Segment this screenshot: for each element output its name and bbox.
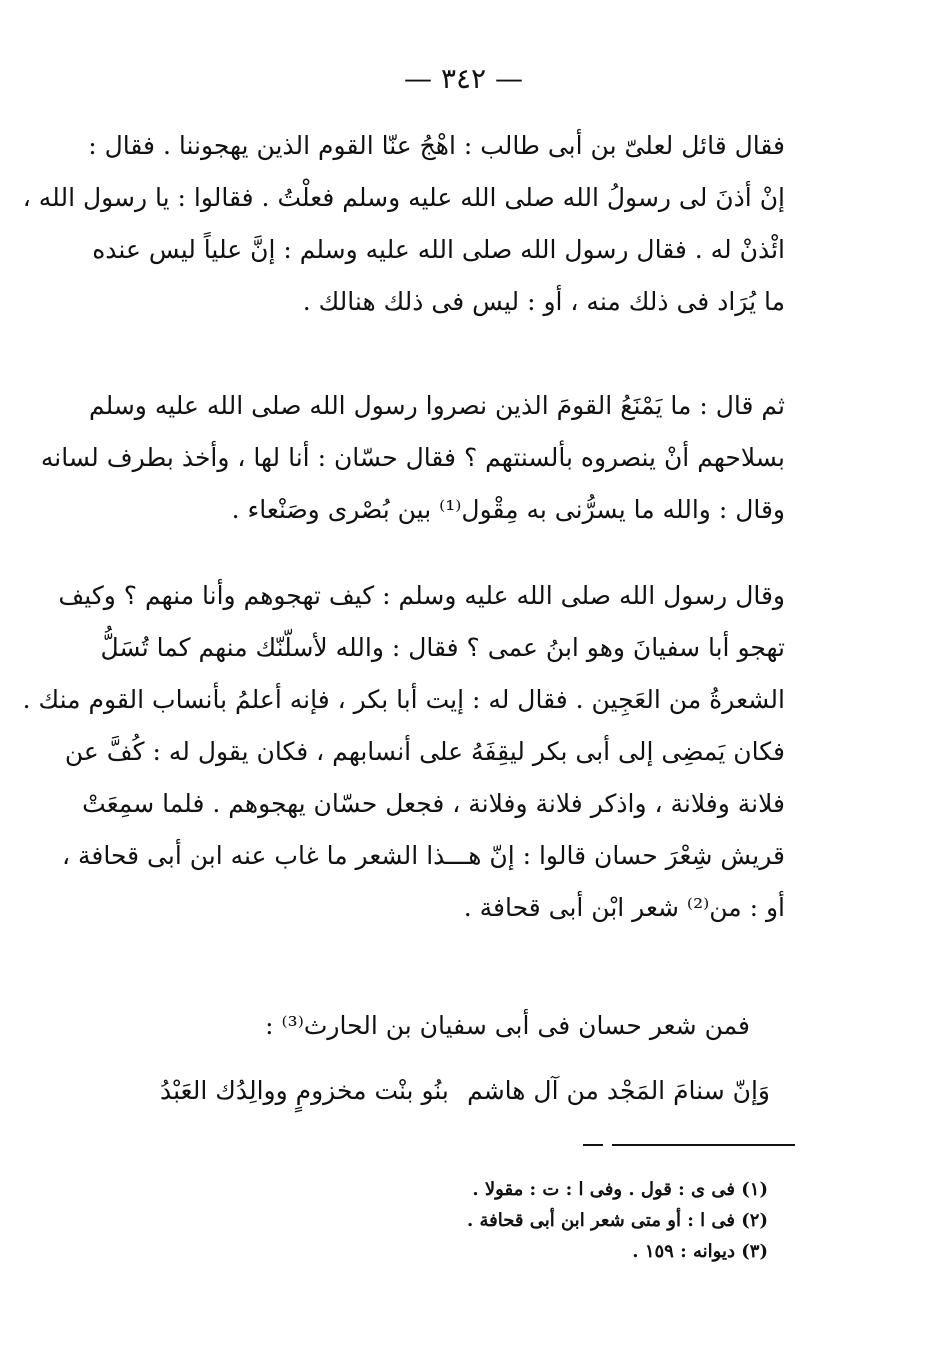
paragraph-2 [40,380,785,536]
text-line: وقال : والله ما يسرُّنى به مِقْول⁽¹⁾ بين بُصْرى وصَنْعاء . [231,495,785,524]
text-line: تهجو أبا سفيانَ وهو ابنُ عمى ؟ فقال : والله لأسلّنّك منهم كما تُسَلُّ [100,633,785,662]
footnote-rule-dash [583,1144,603,1146]
footnote-1: (١) فى ى : قول . وفى ا : ت : مقولا . [472,1179,768,1200]
text-line: أو : من⁽²⁾ شعر ابْن أبى قحافة . [463,893,785,922]
poem-verse [160,1065,770,1117]
footnote-2: (٢) فى ا : أو متى شعر ابن أبى قحافة . [466,1210,768,1231]
text-line: ما يُرَاد فى ذلك منه ، أو : ليس فى ذلك هنالك . [302,287,785,316]
text-line: وقال رسول الله صلى الله عليه وسلم : كيف تهجوهم وأنا منهم ؟ وكيف [58,581,785,610]
text-line: إنْ أذنَ لى رسولُ الله صلى الله عليه وسلم فعلْتُ . فقالوا : يا رسول الله ، [22,183,785,212]
footnotes [420,1174,768,1267]
text-line: فلانة وفلانة ، واذكر فلانة وفلانة ، فجعل حسّان يهجوهم . فلما سمِعَتْ [82,789,785,818]
text-line: قريش شِعْرَ حسان قالوا : إنّ هـــذا الشعر ما غاب عنه ابن أبى قحافة ، [62,841,785,870]
text-line: فقال قائل لعلىّ بن أبى طالب : اهْجُ عنّا القوم الذين يهجوننا . فقال : [88,131,785,160]
text-line: بسلاحهم أنْ ينصروه بألسنتهم ؟ فقال حسّان : أنا لها ، وأخذ بطرف لسانه [40,443,785,472]
verse-first-hemistich: وَإنّ سنامَ المَجْد من آل هاشم [467,1076,770,1105]
text-line: ائْذنْ له . فقال رسول الله صلى الله عليه وسلم : إنَّ علياً ليس عنده [92,235,785,264]
paragraph-3 [22,570,785,934]
paragraph-1 [22,120,785,328]
poem-intro: فمن شعر حسان فى أبى سفيان بن الحارث⁽³⁾ : [265,1011,750,1040]
text-line: فكان يَمضِى إلى أبى بكر ليقِفَهُ على أنسابهم ، فكان يقول له : كُفَّ عن [64,737,785,766]
text-line: ثم قال : ما يَمْنَعُ القومَ الذين نصروا رسول الله صلى الله عليه وسلم [88,391,785,420]
text-line: الشعرةُ من العَجِين . فقال له : إيت أبا بكر ، فإنه أعلمُ بأنساب القوم منك . [22,685,785,714]
page-number: — ٣٤٢ — [404,62,523,95]
verse-second-hemistich: بنُو بنْت مخزومٍ ووالِدُك العَبْدُ [160,1076,449,1105]
footnote-rule [612,1144,795,1146]
footnote-3: (٣) ديوانه : ١٥٩ . [632,1241,768,1262]
